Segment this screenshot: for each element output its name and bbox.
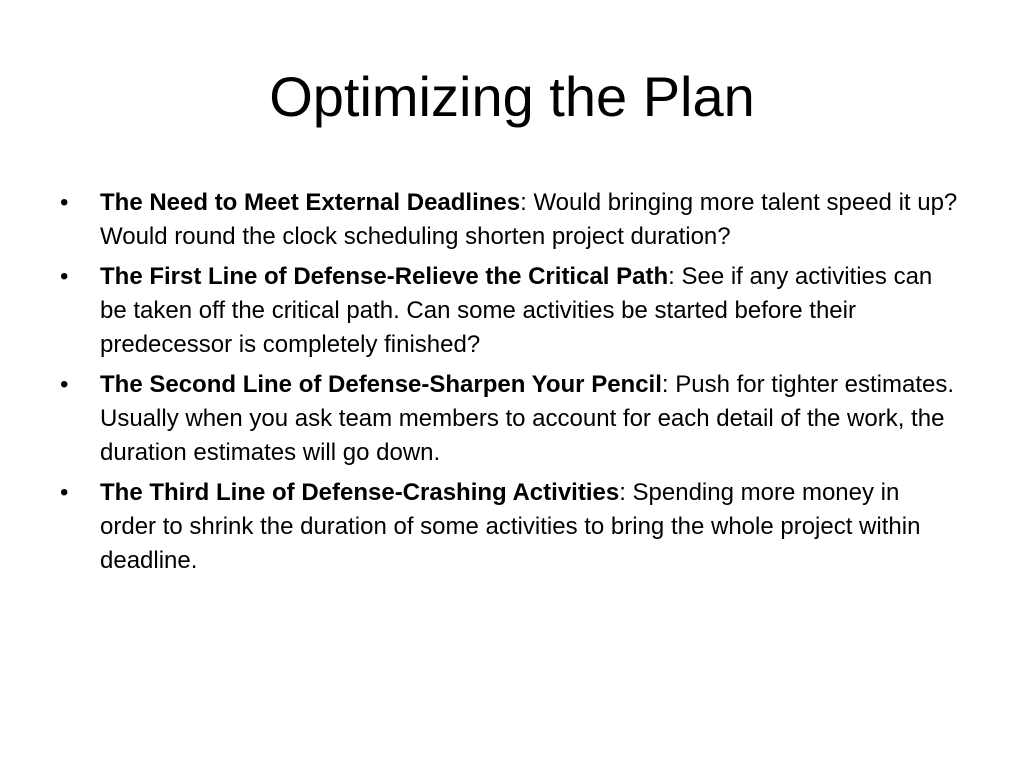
bullet-text: : See if any activities can be taken off the critical path. Can some activities be started before their predecessor is completely finished?	[100, 263, 933, 358]
bullet-text: : Push for tighter estimates. Usually when you ask team members to account for each detail of the work, the duration estimates will go down.	[100, 371, 955, 466]
bullet-heading: The Third Line of Defense-Crashing Activities	[100, 479, 620, 506]
bullet-heading: The Second Line of Defense-Sharpen Your Pencil	[100, 371, 662, 398]
bullet-text: : Would bringing more talent speed it up? Would round the clock scheduling shorten project duration?	[100, 189, 958, 250]
bullet-icon: •	[60, 479, 69, 506]
bullet-text: : Spending more money in order to shrink the duration of some activities to bring the whole project within deadline.	[100, 479, 921, 574]
bullet-item-crashing-activities	[60, 476, 960, 578]
bullet-heading: The Need to Meet External Deadlines	[100, 189, 521, 216]
bullet-item-external-deadlines	[60, 186, 960, 254]
bullet-icon: •	[60, 189, 69, 216]
bullet-list	[60, 186, 960, 584]
bullet-heading: The First Line of Defense-Relieve the Critical Path	[100, 263, 669, 290]
slide-title: Optimizing the Plan	[269, 65, 755, 128]
bullet-icon: •	[60, 263, 69, 290]
bullet-icon: •	[60, 371, 69, 398]
bullet-item-sharpen-pencil	[60, 368, 960, 470]
bullet-item-critical-path	[60, 260, 960, 362]
